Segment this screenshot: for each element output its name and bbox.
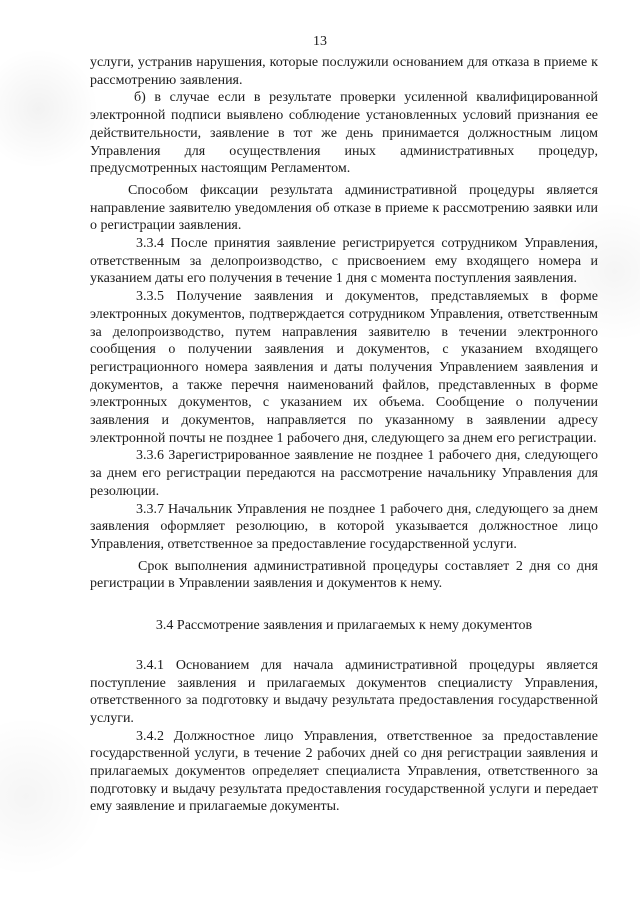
document-body xyxy=(90,54,598,816)
paragraph-b-clause: б) в случае если в результате проверки усиленной квалифицированной электронной подписи выявлено соблюдение установленных условий признания ее действительности, заявление в тот же день принимается должностным лицом Управления для осуществления иных административных процедур, предусмотренных настоящим Регламентом. xyxy=(90,90,598,177)
page-number: 13 xyxy=(313,34,327,49)
paragraph-procedure-term: Срок выполнения административной процедуры составляет 2 дня со дня регистрации в Управлении заявления и документов к нему. xyxy=(90,558,598,592)
paragraph-3-3-4: 3.3.4 После принятия заявление регистрируется сотрудником Управления, ответственным за делопроизводство, с присвоением ему входящего номера и указанием даты его получения в течение 1 дня с момента поступления заявления. xyxy=(90,236,598,287)
paragraph-3-4-2: 3.4.2 Должностное лицо Управления, ответственное за предоставление государственной услуги, в течение 2 рабочих дней со дня регистрации заявления и прилагаемых документов определяет специалиста Управления, ответственного за подготовку и выдачу результата предоставления государственной услуги и передает ему заявление и прилагаемые документы. xyxy=(90,728,598,815)
section-heading-3-4: 3.4 Рассмотрение заявления и прилагаемых к нему документов xyxy=(155,618,533,634)
paragraph-continuation: услуги, устранив нарушения, которые послужили основанием для отказа в приеме к рассмотрению заявления. xyxy=(90,55,598,88)
paragraph-3-3-5: 3.3.5 Получение заявления и документов, представляемых в форме электронных документов, подтверждается сотрудником Управления, ответственным за делопроизводство, путем направления заявителю в течении электронного сообщения о получении заявления и документов, с указанием входящего регистрационного номера заявления и даты получения Управлением заявления и документов, а также перечня наименований файлов, представленных в форме электронных документов, с указанием их объема. Сообщение о получении заявления и документов, направляется по указанному в заявлении адресу электронной почты не позднее 1 рабочего дня, следующего за днем его регистрации. xyxy=(90,289,598,446)
paragraph-3-4-1: 3.4.1 Основанием для начала административной процедуры является поступление заявления и прилагаемых документов специалисту Управления, ответственного за подготовку и выдачу результата предоставления государственной услуги. xyxy=(90,657,598,726)
paragraph-fixation-method: Способом фиксации результата административной процедуры является направление заявителю уведомления об отказе в приеме к рассмотрению заявки или о регистрации заявления. xyxy=(90,182,598,234)
paragraph-3-3-7: 3.3.7 Начальник Управления не позднее 1 рабочего дня, следующего за днем заявления оформляет резолюцию, в которой указывается должностное лицо Управления, ответственное за предоставление государственной услуги. xyxy=(90,501,598,552)
paragraph-3-3-6: 3.3.6 Зарегистрированное заявление не позднее 1 рабочего дня, следующего за днем его регистрации передаются на рассмотрение начальнику Управления для резолюции. xyxy=(90,448,598,499)
